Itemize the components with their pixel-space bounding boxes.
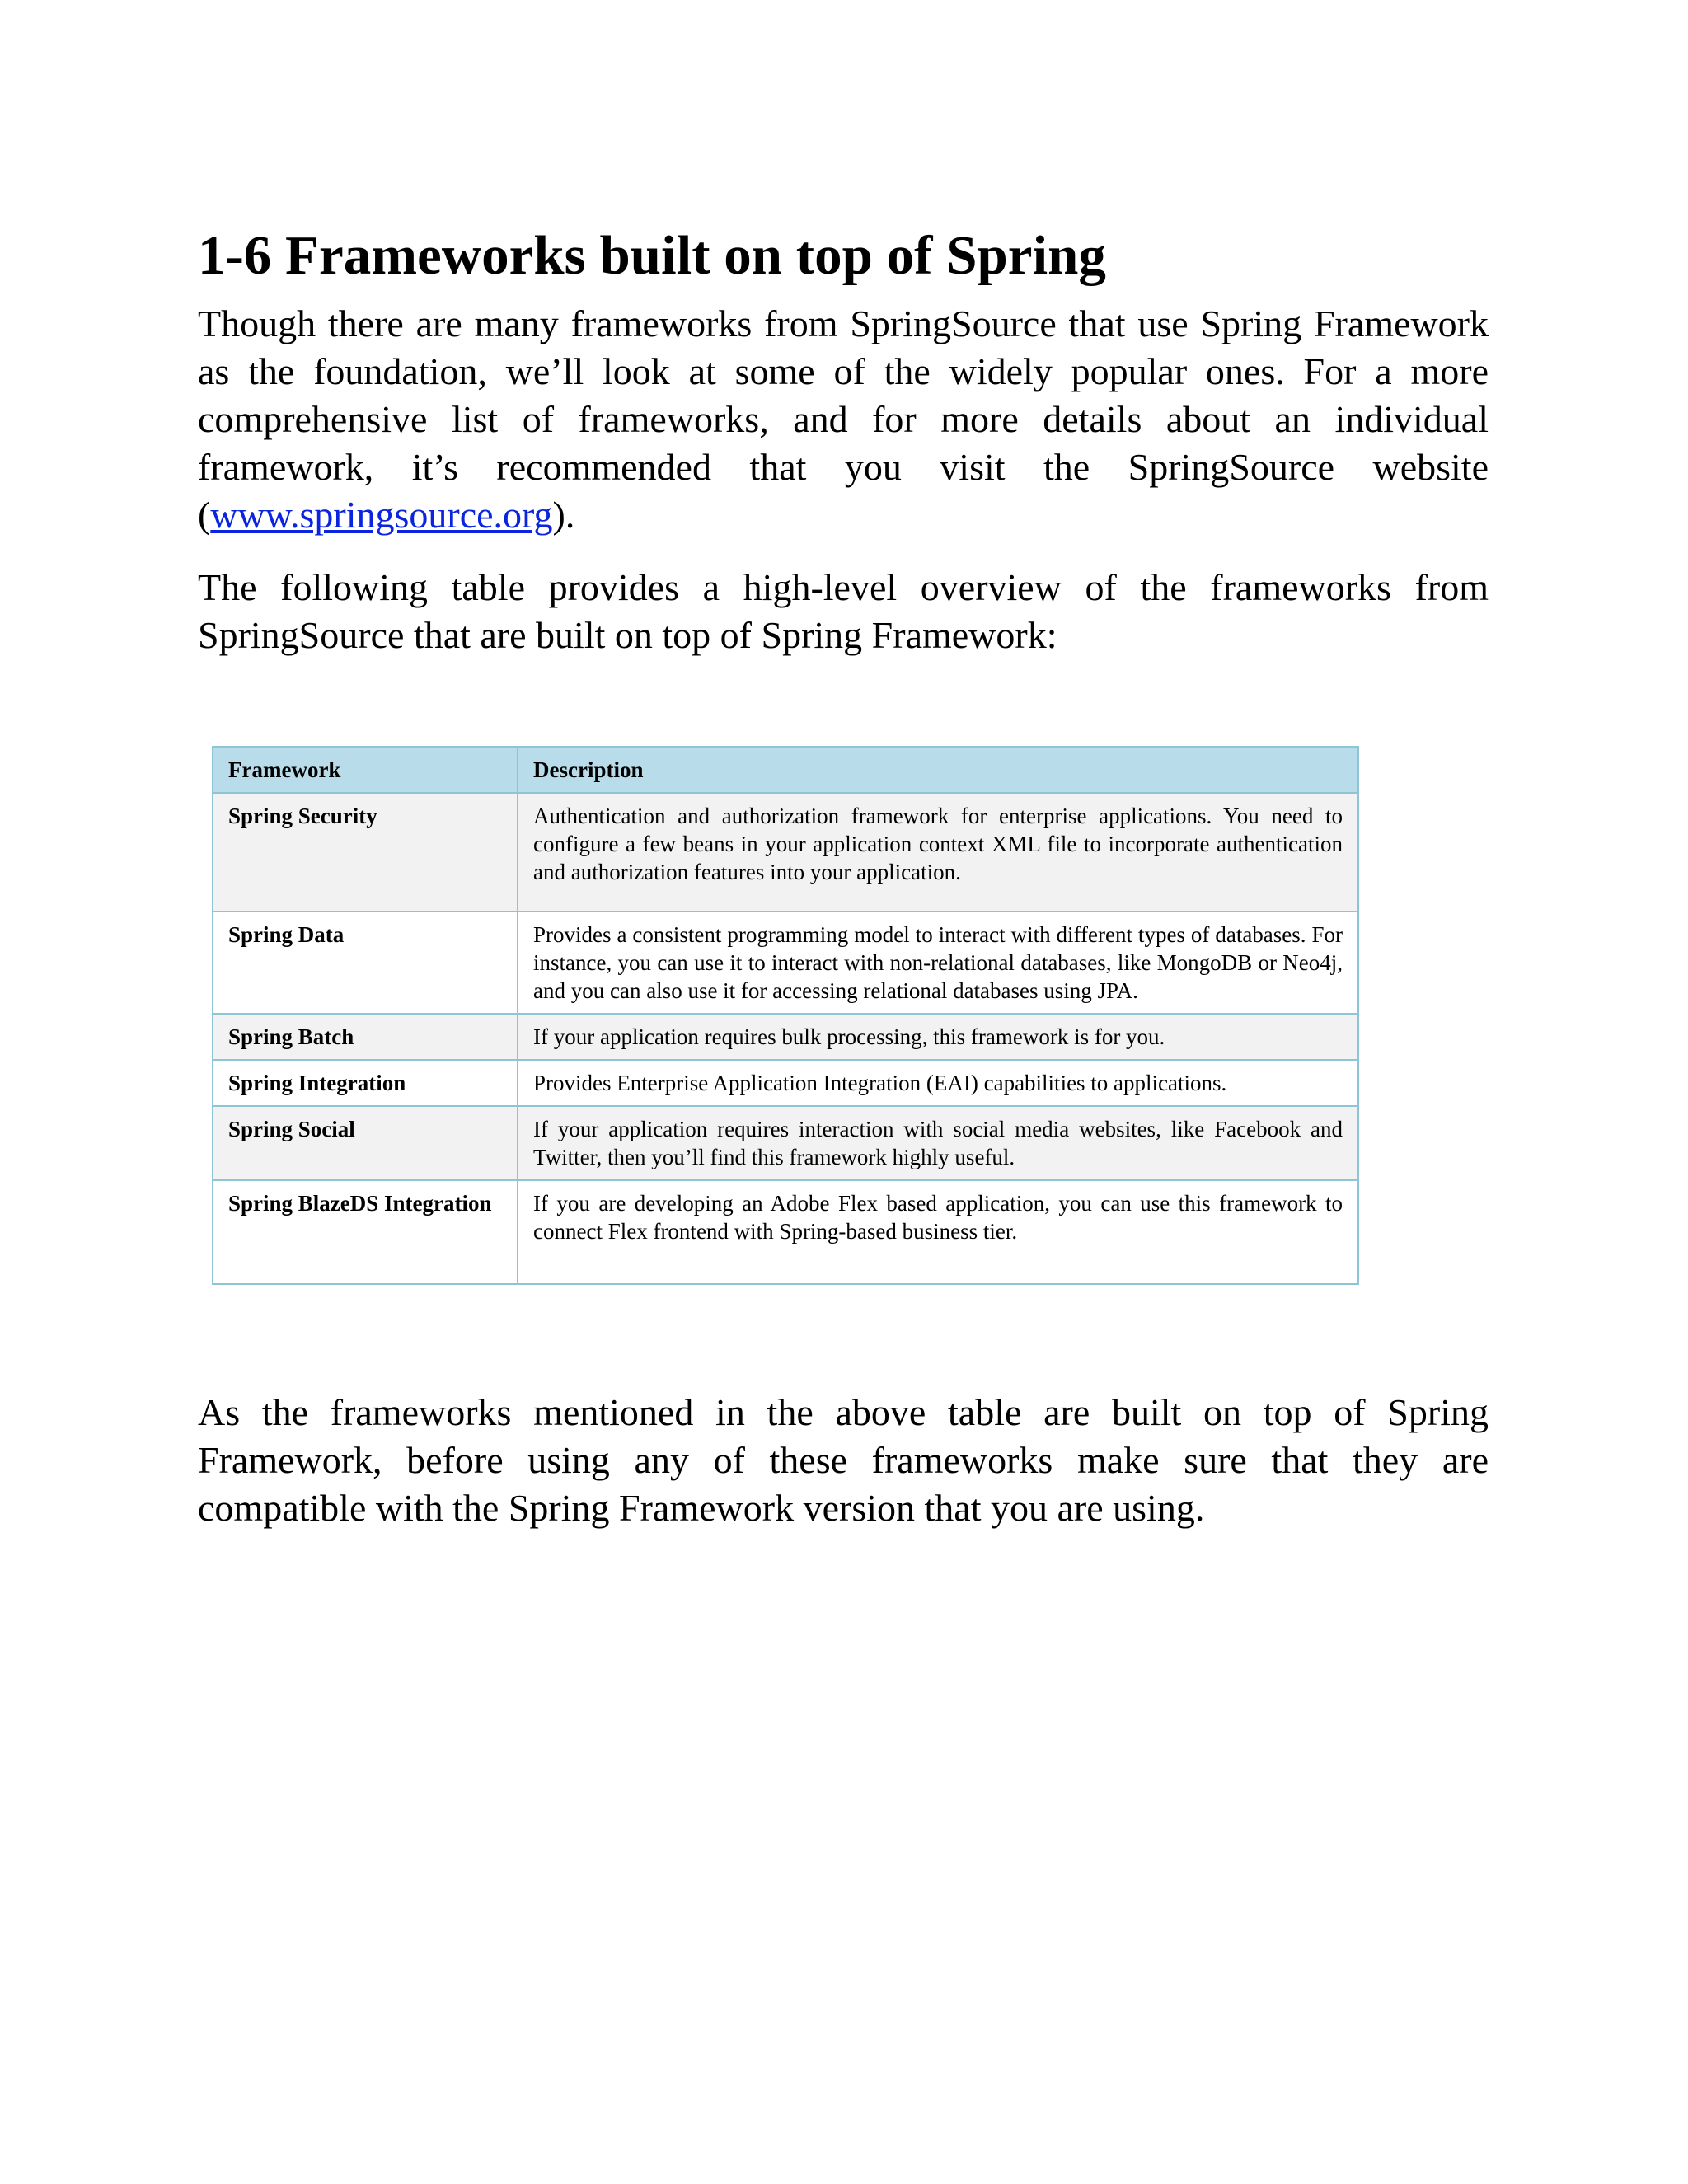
framework-description: Authentication and authorization framework for enterprise applications. You need to configure a few beans in your application context XML file to incorporate authentication and authorization features into your application. bbox=[518, 793, 1358, 912]
document-page bbox=[198, 223, 1489, 659]
header-description: Description bbox=[518, 747, 1358, 793]
closing-section bbox=[198, 1389, 1489, 1532]
framework-name: Spring Social bbox=[213, 1106, 518, 1180]
framework-name: Spring Security bbox=[213, 793, 518, 912]
table-row bbox=[213, 1060, 1358, 1106]
closing-paragraph: As the frameworks mentioned in the above table are built on top of Spring Framework, before using any of these frameworks make sure that they are compatible with the Spring Framework version that you are using. bbox=[198, 1391, 1489, 1529]
framework-description: Provides a consistent programming model to interact with different types of databases. For instance, you can use it to interact with non-relational databases, like MongoDB or Neo4j, and you can also use it for accessing relational databases using JPA. bbox=[518, 912, 1358, 1014]
framework-description: If your application requires interaction with social media websites, like Facebook and Twitter, then you’ll find this framework highly useful. bbox=[518, 1106, 1358, 1180]
frameworks-table-container bbox=[212, 746, 1359, 1285]
table-row bbox=[213, 912, 1358, 1014]
table-row bbox=[213, 1106, 1358, 1180]
framework-name: Spring Integration bbox=[213, 1060, 518, 1106]
framework-name: Spring Data bbox=[213, 912, 518, 1014]
header-framework: Framework bbox=[213, 747, 518, 793]
intro-paragraph bbox=[198, 300, 1489, 539]
springsource-link[interactable]: www.springsource.org bbox=[210, 494, 553, 536]
table-row bbox=[213, 793, 1358, 912]
table-lead-paragraph: The following table provides a high-level overview of the frameworks from SpringSource that are built on top of Spring Framework: bbox=[198, 566, 1489, 656]
intro-text-end: ). bbox=[552, 494, 575, 536]
table-row bbox=[213, 1014, 1358, 1060]
framework-description: If you are developing an Adobe Flex based application, you can use this framework to connect Flex frontend with Spring-based business tier. bbox=[518, 1180, 1358, 1284]
framework-description: If your application requires bulk processing, this framework is for you. bbox=[518, 1014, 1358, 1060]
table-header-row bbox=[213, 747, 1358, 793]
frameworks-table bbox=[212, 746, 1359, 1285]
framework-name: Spring Batch bbox=[213, 1014, 518, 1060]
framework-description: Provides Enterprise Application Integration (EAI) capabilities to applications. bbox=[518, 1060, 1358, 1106]
framework-name: Spring BlazeDS Integration bbox=[213, 1180, 518, 1284]
table-row bbox=[213, 1180, 1358, 1284]
intro-text: Though there are many frameworks from SpringSource that use Spring Framework as the foundation, we’ll look at some of the widely popular ones. For a more comprehensive list of frameworks, and for more details about an individual framework, it’s recommended that you visit the SpringSource website ( bbox=[198, 302, 1489, 536]
section-heading: 1-6 Frameworks built on top of Spring bbox=[198, 225, 1106, 286]
